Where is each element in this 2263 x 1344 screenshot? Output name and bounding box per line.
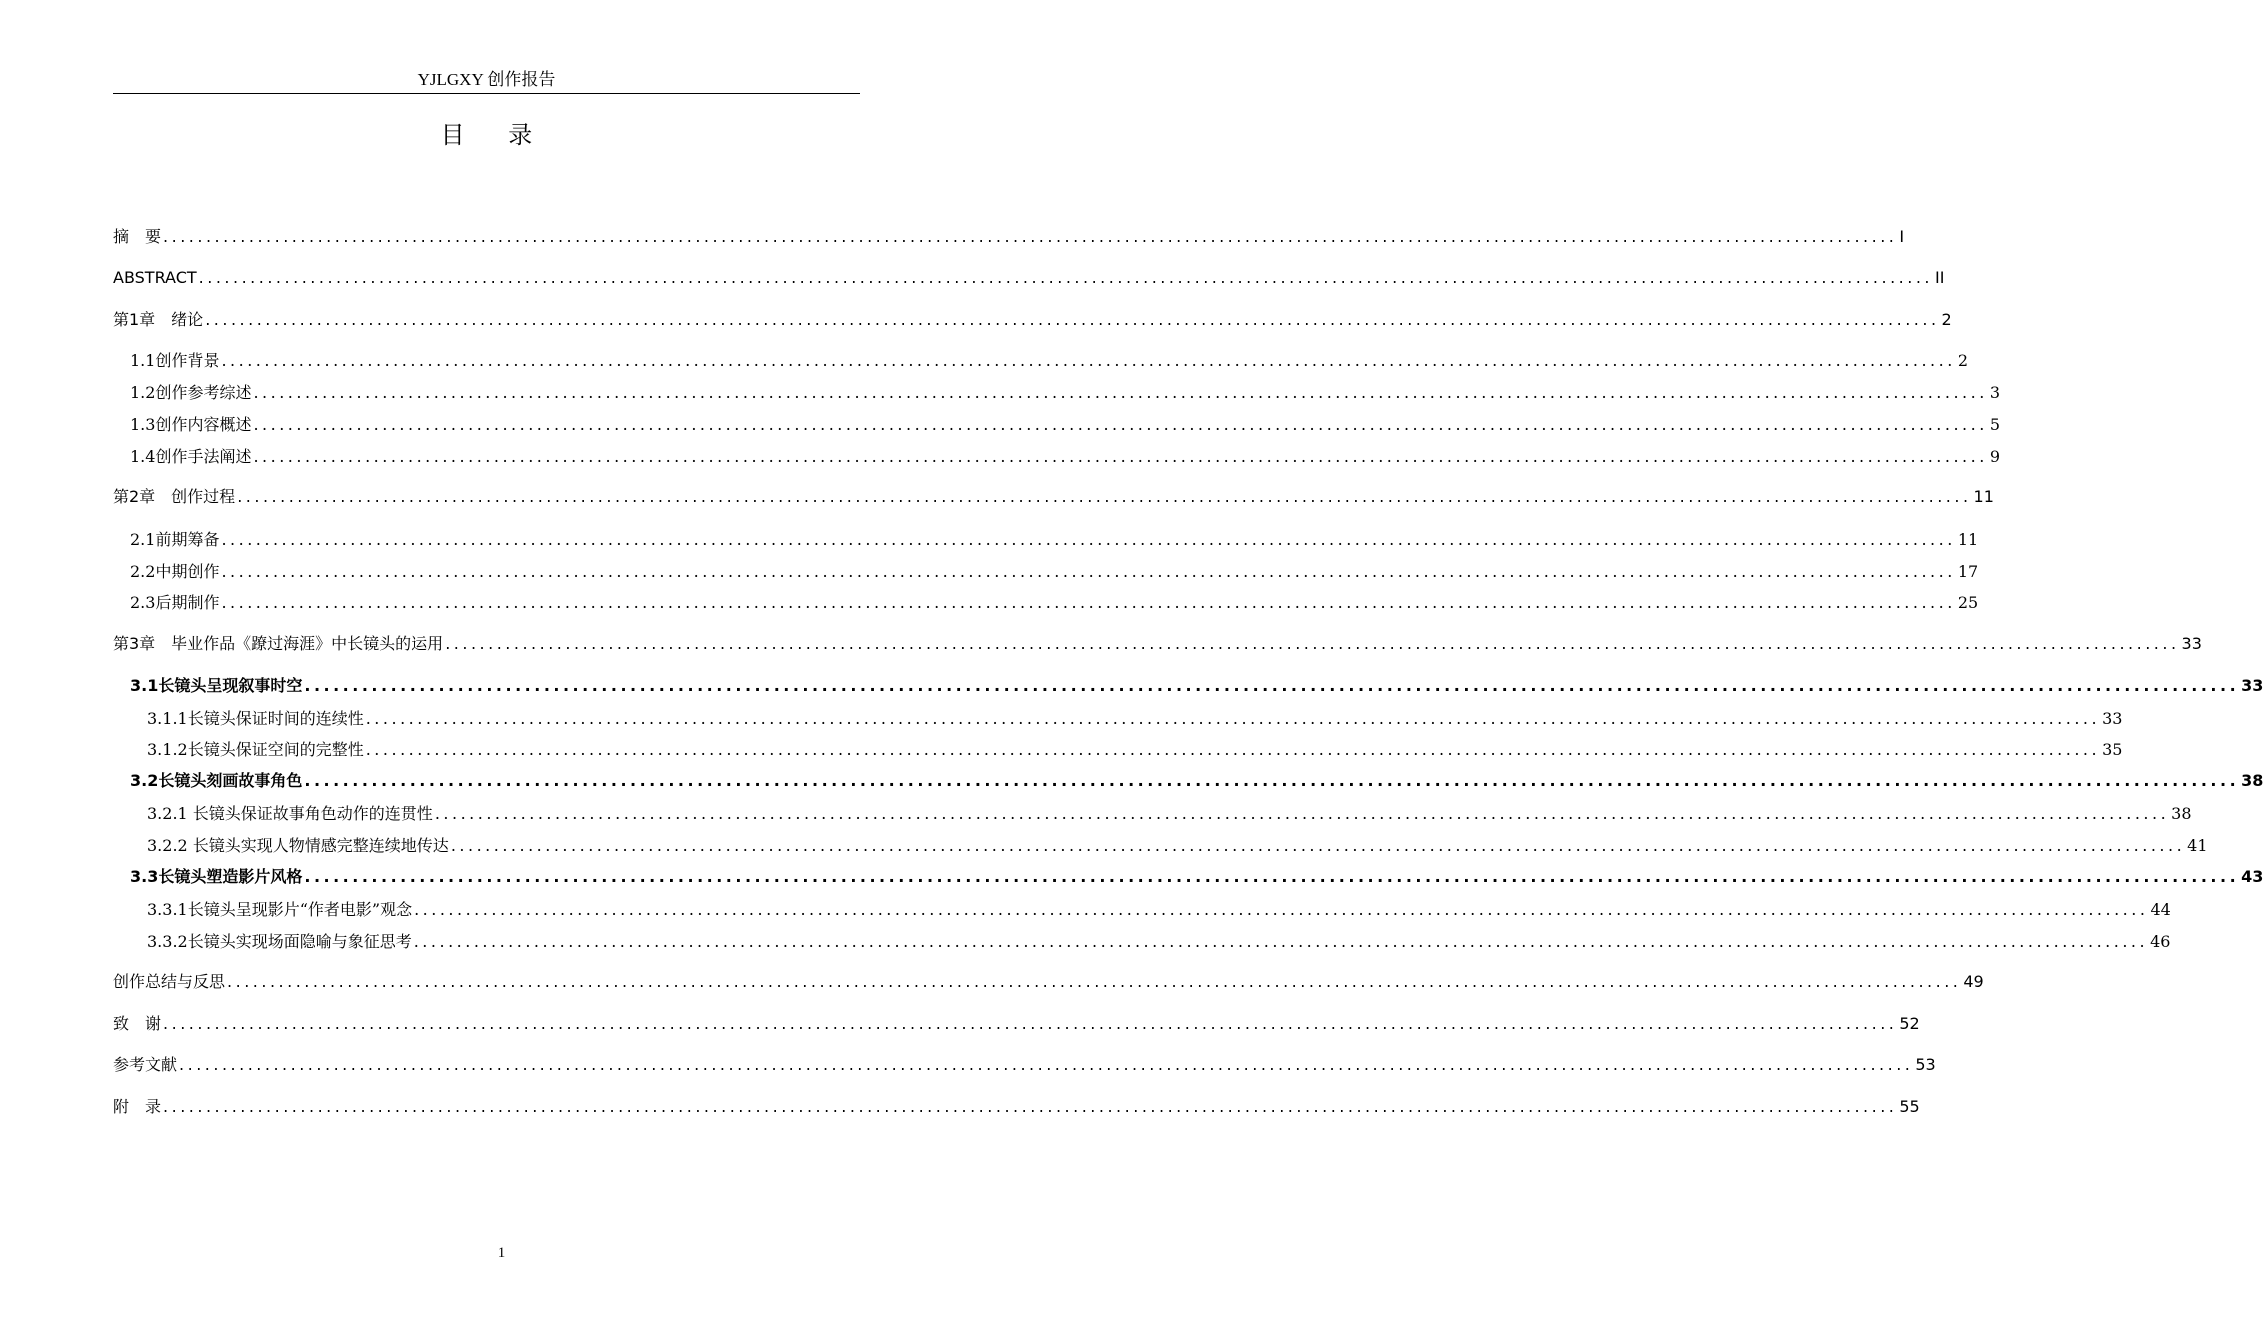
toc-entry-page: 43 <box>2241 867 2263 886</box>
toc-entry-references[interactable] <box>113 1052 1936 1078</box>
toc-dot-leader: .......................................................................................................................................................................................................... <box>179 1055 1914 1074</box>
toc-dot-leader: .......................................................................................................................................................................................................... <box>198 268 1934 287</box>
toc-dot-leader: .......................................................................................................................................................................................................... <box>163 227 1898 246</box>
page-number: 1 <box>497 1245 506 1261</box>
toc-entry-3-2[interactable] <box>130 768 2263 794</box>
toc-entry-acknowledgements[interactable] <box>113 1011 1920 1037</box>
toc-entry-page: 44 <box>2150 900 2171 919</box>
toc-entry-appendix[interactable] <box>113 1094 1920 1120</box>
toc-entry-chapter-1[interactable] <box>113 307 1952 333</box>
toc-dot-leader: .......................................................................................................................................................................................................... <box>304 771 2240 790</box>
toc-entry-page: 33 <box>2102 709 2123 728</box>
toc-dot-leader: .......................................................................................................................................................................................................... <box>253 447 1988 466</box>
toc-entry-page: 35 <box>2102 740 2123 759</box>
toc-entry-page: 17 <box>1957 562 1979 581</box>
toc-dot-leader: .......................................................................................................................................................................................................... <box>304 676 2240 695</box>
toc-entry-3-3-1[interactable] <box>147 897 2171 923</box>
toc-dot-leader: .......................................................................................................................................................................................................... <box>163 1014 1898 1033</box>
toc-entry-1-3[interactable] <box>130 412 2000 438</box>
toc-entry-title: 2.3后期制作 <box>130 593 220 612</box>
toc-entry-page: 11 <box>1957 530 1979 549</box>
toc-entry-title: 1.2创作参考综述 <box>130 383 252 402</box>
toc-entry-page: 55 <box>1899 1097 1920 1116</box>
toc-dot-leader: .......................................................................................................................................................................................................... <box>365 740 2101 759</box>
toc-entry-title: 3.2.2 长镜头实现人物情感完整连续地传达 <box>147 836 449 855</box>
toc-entry-3-1-2[interactable] <box>147 737 2123 763</box>
toc-entry-page: 52 <box>1899 1014 1920 1033</box>
toc-dot-leader: .......................................................................................................................................................................................................... <box>445 634 2180 653</box>
toc-entry-title: 1.1创作背景 <box>130 351 220 370</box>
toc-entry-title: 第2章 创作过程 <box>113 487 236 506</box>
toc-entry-abstract-cn[interactable] <box>113 224 1905 250</box>
toc-entry-title: 参考文献 <box>113 1055 178 1074</box>
toc-entry-title: 3.3.2长镜头实现场面隐喻与象征思考 <box>147 932 412 951</box>
toc-entry-page: 38 <box>2171 804 2192 823</box>
toc-entry-title: 2.2中期创作 <box>130 562 220 581</box>
toc-entry-2-1[interactable] <box>130 527 1979 553</box>
toc-entry-page: 49 <box>1963 972 1984 991</box>
toc-entry-summary[interactable] <box>113 969 1984 995</box>
toc-dot-leader: .......................................................................................................................................................................................................... <box>221 530 1956 549</box>
toc-entry-page: 3 <box>1989 383 2000 402</box>
toc-entry-1-4[interactable] <box>130 444 2000 470</box>
toc-entry-page: 33 <box>2241 676 2263 695</box>
toc-dot-leader: .......................................................................................................................................................................................................... <box>253 415 1988 434</box>
toc-entry-2-3[interactable] <box>130 590 1979 616</box>
toc-entry-page: 38 <box>2241 771 2263 790</box>
toc-dot-leader: .......................................................................................................................................................................................................... <box>227 972 1962 991</box>
toc-dot-leader: .......................................................................................................................................................................................................... <box>450 836 2186 855</box>
toc-entry-page: 9 <box>1989 447 2000 466</box>
toc-entry-title: 3.2长镜头刻画故事角色 <box>130 771 303 790</box>
toc-dot-leader: .......................................................................................................................................................................................................... <box>365 709 2101 728</box>
toc-entry-title: 3.2.1 长镜头保证故事角色动作的连贯性 <box>147 804 433 823</box>
toc-entry-title: 创作总结与反思 <box>113 972 226 991</box>
toc-entry-page: I <box>1899 227 1905 246</box>
toc-dot-leader: .......................................................................................................................................................................................................... <box>221 562 1956 581</box>
toc-entry-3-2-2[interactable] <box>147 833 2208 859</box>
toc-entry-title: 摘 要 <box>113 227 162 246</box>
toc-entry-page: 2 <box>1941 310 1952 329</box>
toc-entry-page: II <box>1935 268 1945 287</box>
toc-entry-title: 3.1长镜头呈现叙事时空 <box>130 676 303 695</box>
toc-entry-title: 3.1.2长镜头保证空间的完整性 <box>147 740 364 759</box>
toc-entry-page: 5 <box>1989 415 2000 434</box>
toc-entry-1-2[interactable] <box>130 380 2000 406</box>
toc-entry-abstract-en[interactable] <box>113 265 1945 291</box>
toc-dot-leader: .......................................................................................................................................................................................................... <box>221 593 1956 612</box>
toc-entry-2-2[interactable] <box>130 559 1979 585</box>
toc-entry-3-3[interactable] <box>130 864 2263 890</box>
toc-entry-title: 3.3长镜头塑造影片风格 <box>130 867 303 886</box>
toc-dot-leader: .......................................................................................................................................................................................................... <box>221 351 1956 370</box>
toc-dot-leader: .......................................................................................................................................................................................................... <box>414 900 2149 919</box>
toc-entry-page: 2 <box>1957 351 1968 370</box>
toc-entry-title: 3.3.1长镜头呈现影片“作者电影”观念 <box>147 900 413 919</box>
toc-entry-title: 致 谢 <box>113 1014 162 1033</box>
toc-entry-1-1[interactable] <box>130 348 1968 374</box>
toc-dot-leader: .......................................................................................................................................................................................................... <box>253 383 1988 402</box>
toc-entry-page: 46 <box>2150 932 2171 951</box>
toc-entry-chapter-2[interactable] <box>113 484 1994 510</box>
toc-title: 目 录 <box>440 121 551 149</box>
toc-entry-page: 25 <box>1957 593 1979 612</box>
toc-entry-title: 第1章 绪论 <box>113 310 204 329</box>
toc-entry-3-2-1[interactable] <box>147 801 2192 827</box>
page-header: YJLGXY 创作报告 <box>417 70 556 89</box>
toc-entry-title: 第3章 毕业作品《蹽过海涯》中长镜头的运用 <box>113 634 444 653</box>
toc-entry-page: 11 <box>1973 487 1994 506</box>
toc-entry-3-1[interactable] <box>130 673 2263 699</box>
toc-entry-title: 附 录 <box>113 1097 162 1116</box>
toc-dot-leader: .......................................................................................................................................................................................................... <box>434 804 2170 823</box>
toc-entry-page: 41 <box>2187 836 2208 855</box>
toc-dot-leader: .......................................................................................................................................................................................................... <box>163 1097 1898 1116</box>
toc-dot-leader: .......................................................................................................................................................................................................... <box>205 310 1940 329</box>
toc-entry-3-1-1[interactable] <box>147 706 2123 732</box>
toc-dot-leader: .......................................................................................................................................................................................................... <box>237 487 1972 506</box>
toc-entry-title: 1.3创作内容概述 <box>130 415 252 434</box>
toc-entry-title: 1.4创作手法阐述 <box>130 447 252 466</box>
toc-entry-title: ABSTRACT <box>113 268 197 287</box>
toc-entry-3-3-2[interactable] <box>147 929 2171 955</box>
toc-entry-page: 33 <box>2181 634 2202 653</box>
toc-dot-leader: .......................................................................................................................................................................................................... <box>304 867 2240 886</box>
toc-entry-page: 53 <box>1915 1055 1936 1074</box>
toc-entry-title: 3.1.1长镜头保证时间的连续性 <box>147 709 364 728</box>
toc-entry-title: 2.1前期筹备 <box>130 530 220 549</box>
toc-entry-chapter-3[interactable] <box>113 631 2202 657</box>
toc-dot-leader: .......................................................................................................................................................................................................... <box>413 932 2149 951</box>
